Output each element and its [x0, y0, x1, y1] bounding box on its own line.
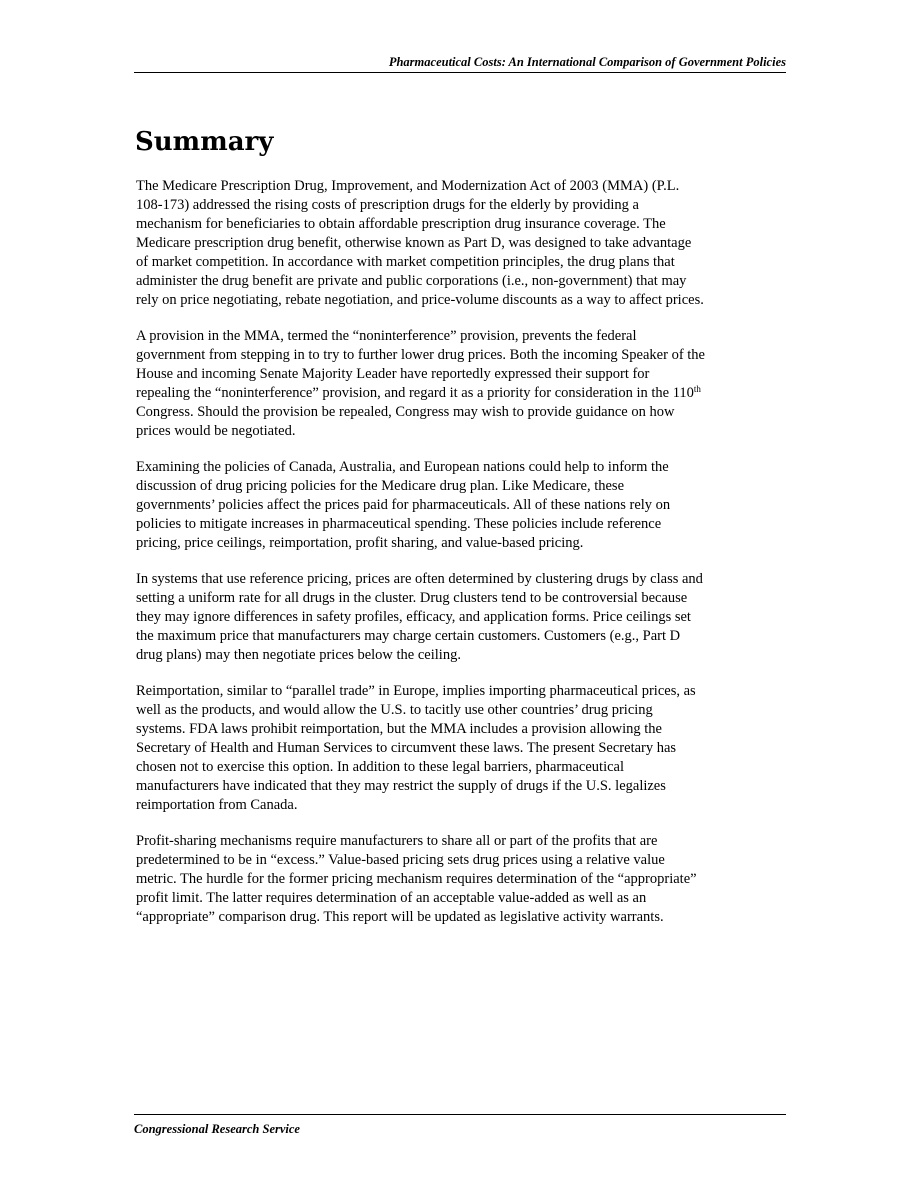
paragraph-mma-overview	[136, 177, 786, 310]
paragraph-reimportation	[136, 682, 786, 815]
text-line: rely on price negotiating, rebate negotiation, and price-volume discounts as a way to affect prices.	[136, 292, 704, 308]
text-line: predetermined to be in “excess.” Value-based pricing sets drug prices using a relative value	[136, 852, 665, 868]
text-line: The Medicare Prescription Drug, Improvement, and Modernization Act of 2003 (MMA) (P.L.	[136, 178, 680, 194]
text-line: systems. FDA laws prohibit reimportation, but the MMA includes a provision allowing the	[136, 721, 662, 737]
text-line: prices would be negotiated.	[136, 423, 296, 439]
text-line: setting a uniform rate for all drugs in the cluster. Drug clusters tend to be controversial because	[136, 590, 688, 606]
text-line: discussion of drug pricing policies for the Medicare drug plan. Like Medicare, these	[136, 478, 625, 494]
text-line: A provision in the MMA, termed the “noninterference” provision, prevents the federal	[136, 328, 637, 344]
text-line: governments’ policies affect the prices paid for pharmaceuticals. All of these nations rely on	[136, 497, 671, 513]
text-line: profit limit. The latter requires determination of an acceptable value-added as well as an	[136, 890, 647, 906]
running-header-title: Pharmaceutical Costs: An International Comparison of Government Policies	[388, 55, 786, 69]
text-line: 108-173) addressed the rising costs of prescription drugs for the elderly by providing a	[136, 197, 639, 213]
running-header	[134, 54, 786, 73]
text-line: Congress. Should the provision be repealed, Congress may wish to provide guidance on how	[136, 404, 675, 420]
section-title: Summary	[135, 127, 274, 157]
text-line: repealing the “noninterference” provision, and regard it as a priority for consideration in the 110	[136, 385, 694, 401]
text-line-with-superscript	[136, 384, 786, 403]
text-line: policies to mitigate increases in pharmaceutical spending. These policies include reference	[136, 516, 662, 532]
summary-body	[136, 177, 786, 944]
paragraph-profit-sharing	[136, 832, 786, 927]
text-line: Medicare prescription drug benefit, otherwise known as Part D, was designed to take advantage	[136, 235, 692, 251]
text-line: the maximum price that manufacturers may charge certain customers. Customers (e.g., Part D	[136, 628, 681, 644]
text-line: manufacturers have indicated that they may restrict the supply of drugs if the U.S. legalizes	[136, 778, 666, 794]
text-line: they may ignore differences in safety profiles, efficacy, and application forms. Price ceilings set	[136, 609, 691, 625]
text-line: of market competition. In accordance with market competition principles, the drug plans that	[136, 254, 675, 270]
text-line: government from stepping in to try to further lower drug prices. Both the incoming Speaker of the	[136, 347, 705, 363]
text-line: Profit-sharing mechanisms require manufacturers to share all or part of the profits that are	[136, 833, 658, 849]
text-line: administer the drug benefit are private and public corporations (i.e., non-government) that may	[136, 273, 687, 289]
ordinal-superscript: th	[693, 384, 701, 394]
text-line: chosen not to exercise this option. In addition to these legal barriers, pharmaceutical	[136, 759, 625, 775]
paragraph-reference-pricing	[136, 570, 786, 665]
text-line: Secretary of Health and Human Services to circumvent these laws. The present Secretary has	[136, 740, 677, 756]
text-line: Examining the policies of Canada, Australia, and European nations could help to inform the	[136, 459, 669, 475]
text-line: reimportation from Canada.	[136, 797, 298, 813]
paragraph-noninterference	[136, 327, 786, 441]
text-line: Reimportation, similar to “parallel trade” in Europe, implies importing pharmaceutical prices, as	[136, 683, 696, 699]
text-line: pricing, price ceilings, reimportation, profit sharing, and value-based pricing.	[136, 535, 584, 551]
footer-organization: Congressional Research Service	[134, 1122, 300, 1136]
text-line: drug plans) may then negotiate prices below the ceiling.	[136, 647, 461, 663]
paragraph-international-policies	[136, 458, 786, 553]
page-footer	[134, 1114, 786, 1137]
text-line: In systems that use reference pricing, prices are often determined by clustering drugs by class and	[136, 571, 703, 587]
text-line: well as the products, and would allow the U.S. to tacitly use other countries’ drug pricing	[136, 702, 653, 718]
text-line: House and incoming Senate Majority Leader have reportedly expressed their support for	[136, 366, 650, 382]
text-line: mechanism for beneficiaries to obtain affordable prescription drug insurance coverage. The	[136, 216, 666, 232]
text-line: “appropriate” comparison drug. This report will be updated as legislative activity warrants.	[136, 909, 664, 925]
text-line: metric. The hurdle for the former pricing mechanism requires determination of the “appropriate”	[136, 871, 697, 887]
